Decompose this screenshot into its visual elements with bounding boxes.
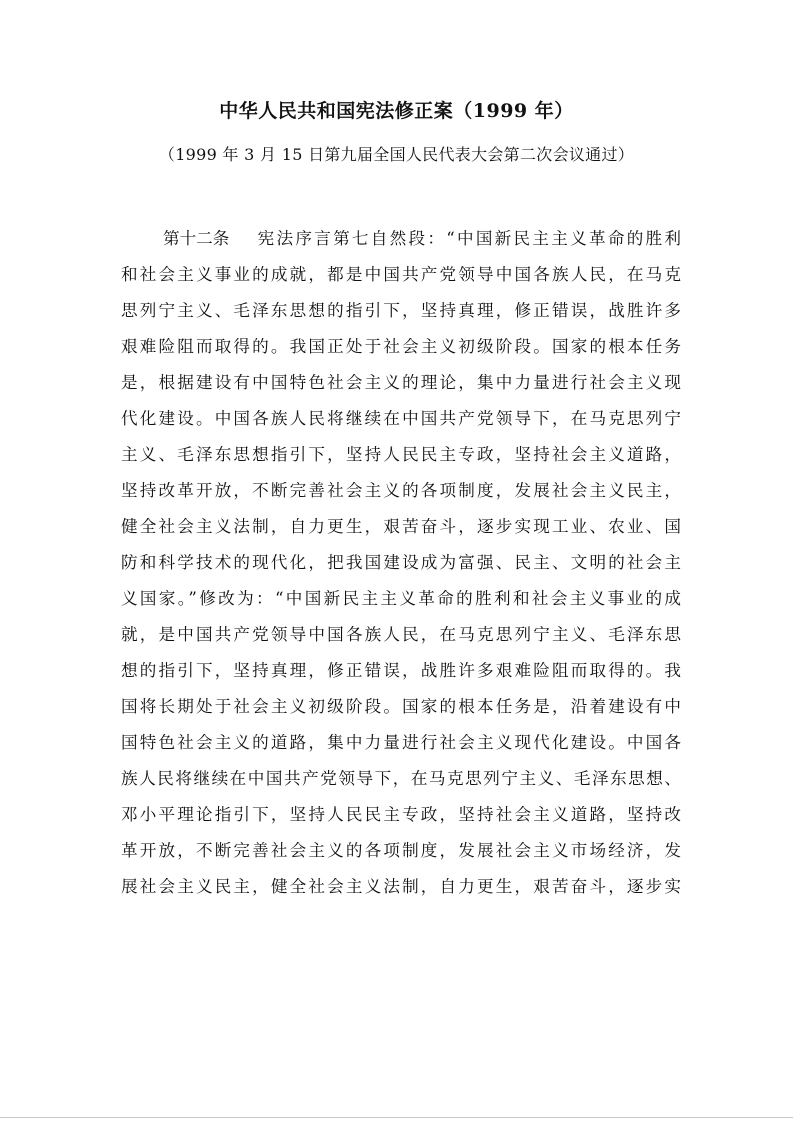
body-line: 国将长期处于社会主义初级阶段。国家的根本任务是，沿着建设有中 bbox=[121, 697, 681, 716]
body-line: 主义、毛泽东思想指引下，坚持人民民主专政，坚持社会主义道路， bbox=[121, 445, 681, 464]
body-line: 邓小平理论指引下，坚持人民民主专政，坚持社会主义道路，坚持改 bbox=[121, 805, 681, 824]
body-line: 义国家。”修改为：“中国新民主主义革命的胜利和社会主义事业的成 bbox=[121, 589, 681, 608]
body-line: 健全社会主义法制，自力更生，艰苦奋斗，逐步实现工业、农业、国 bbox=[121, 517, 681, 536]
body-line: 和社会主义事业的成就，都是中国共产党领导中国各族人民，在马克 bbox=[121, 265, 681, 284]
body-line: 思列宁主义、毛泽东思想的指引下，坚持真理，修正错误，战胜许多 bbox=[121, 301, 681, 320]
document-subtitle: （1999 年 3 月 15 日第九届全国人民代表大会第二次会议通过） bbox=[158, 145, 635, 164]
body-line: 国特色社会主义的道路，集中力量进行社会主义现代化建设。中国各 bbox=[121, 733, 681, 752]
article-number: 第十二条 bbox=[163, 229, 230, 248]
body-line: 代化建设。中国各族人民将继续在中国共产党领导下，在马克思列宁 bbox=[121, 409, 681, 428]
body-line: 艰难险阻而取得的。我国正处于社会主义初级阶段。国家的根本任务 bbox=[121, 337, 681, 356]
body-line: 展社会主义民主，健全社会主义法制，自力更生，艰苦奋斗，逐步实 bbox=[121, 877, 681, 896]
body-line: 就，是中国共产党领导中国各族人民，在马克思列宁主义、毛泽东思 bbox=[121, 625, 681, 644]
body-line: 防和科学技术的现代化，把我国建设成为富强、民主、文明的社会主 bbox=[121, 553, 681, 572]
body-line: 是，根据建设有中国特色社会主义的理论，集中力量进行社会主义现 bbox=[121, 373, 681, 392]
body-line: 族人民将继续在中国共产党领导下，在马克思列宁主义、毛泽东思想、 bbox=[121, 769, 681, 788]
body-line-text: 宪法序言第七自然段：“中国新民主主义革命的胜利 bbox=[255, 229, 681, 248]
document-title: 中华人民共和国宪法修正案（1999 年） bbox=[219, 100, 574, 122]
body-line: 想的指引下，坚持真理，修正错误，战胜许多艰难险阻而取得的。我 bbox=[121, 661, 681, 680]
article-body bbox=[121, 221, 681, 905]
body-line: 革开放，不断完善社会主义的各项制度，发展社会主义市场经济，发 bbox=[121, 841, 681, 860]
body-line bbox=[121, 221, 681, 257]
body-line: 坚持改革开放，不断完善社会主义的各项制度，发展社会主义民主， bbox=[121, 481, 681, 500]
page-bottom-divider bbox=[0, 1117, 793, 1118]
